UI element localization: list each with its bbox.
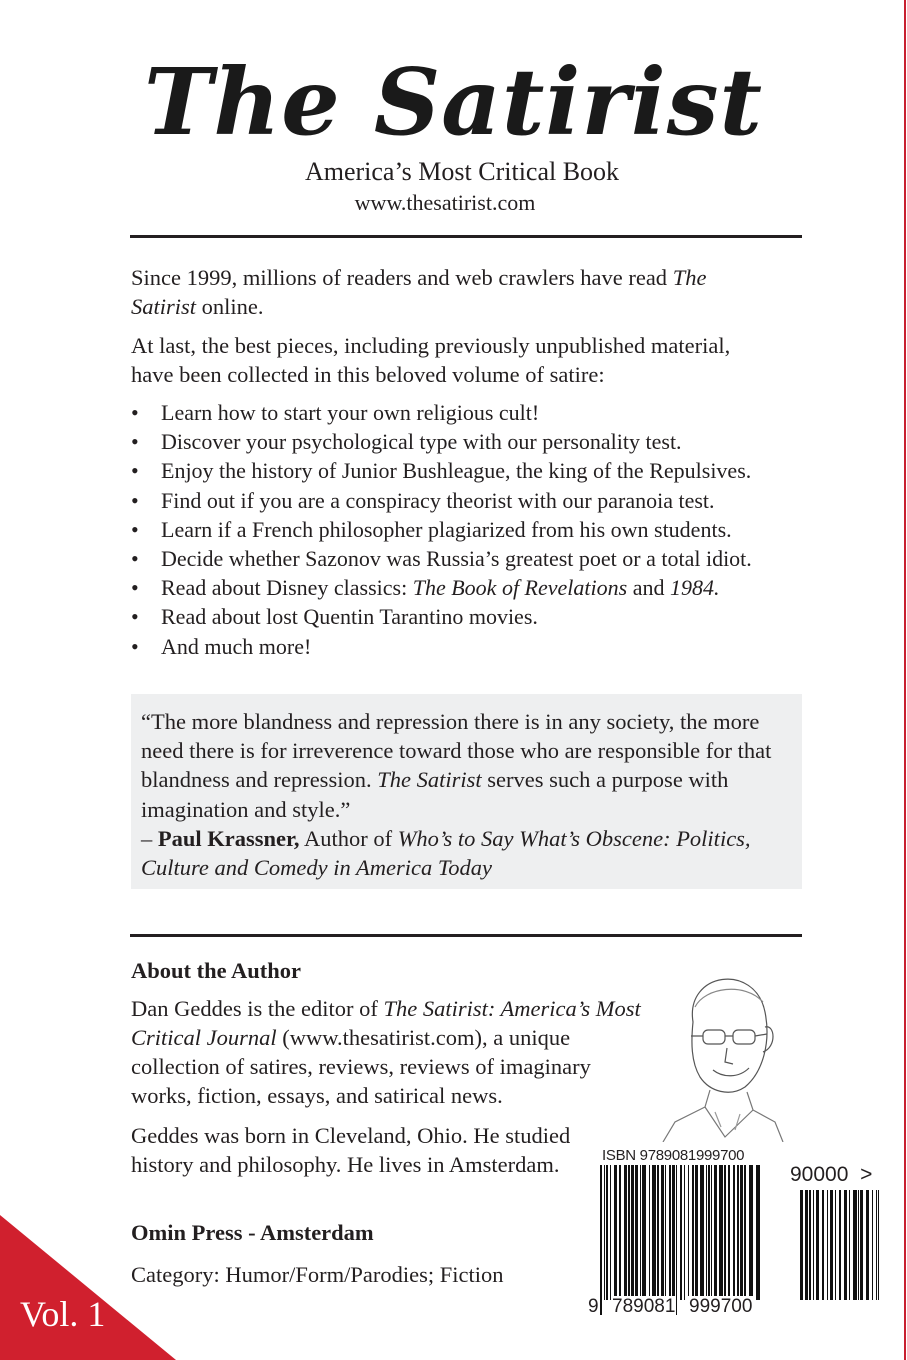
list-item: [131, 544, 811, 573]
item-text: and: [627, 575, 670, 601]
about-paragraph-1: [131, 994, 651, 1110]
barcode-bar: [813, 1190, 814, 1300]
volume-label: Vol. 1: [20, 1294, 106, 1334]
publisher: Omin Press - Amsterdam: [131, 1220, 374, 1245]
bullet: •: [131, 516, 139, 542]
category: Category: Humor/Form/Parodies; Fiction: [131, 1262, 504, 1287]
intro-paragraph-2: At last, the best pieces, including previously unpublished material, have been collected in this beloved volume of satire:: [131, 333, 731, 387]
list-item: [131, 456, 811, 485]
barcode-bar: [876, 1190, 877, 1300]
divider: [130, 934, 802, 937]
barcode-bar: [878, 1190, 879, 1300]
list-item: [131, 632, 811, 661]
edge-line: [904, 0, 906, 1360]
isbn-label: ISBN 9789081999700: [602, 1147, 745, 1164]
italic-title: The Satirist: [131, 265, 707, 319]
bullet: •: [131, 429, 139, 455]
list-item: [131, 427, 811, 456]
text: Since 1999, millions of readers and web crawlers have read: [131, 265, 673, 290]
italic-title: 1984.: [669, 575, 720, 601]
book-subtitle: America’s Most Critical Book: [304, 157, 620, 186]
barcode-bar: [844, 1190, 847, 1300]
testimonial-quote: [131, 694, 802, 889]
list-item: [131, 602, 811, 631]
bullet: •: [131, 458, 139, 484]
list-item: [131, 486, 811, 515]
barcode-bar: [860, 1190, 863, 1300]
bullet: •: [131, 633, 139, 659]
text: (www.thesatirist.com), a unique collection of satires, reviews, reviews of imaginary works, fiction, essays, and satirical news.: [131, 1025, 591, 1108]
bullet: •: [131, 604, 139, 630]
bullet: •: [131, 546, 139, 572]
list-item: [131, 398, 811, 427]
quote-text: “The more blandness and repression there is in any society, the more need there is for irreverence toward those who are responsible for that blandness and repression.: [141, 709, 772, 793]
book-title: The Satirist: [143, 48, 764, 156]
red-corner-triangle: [0, 1215, 176, 1360]
barcode-bar: [816, 1190, 819, 1300]
barcode-bar: [835, 1190, 836, 1300]
italic-title: The Satirist: America’s Most Critical Journal: [131, 996, 641, 1050]
item-text: Read about Disney classics:: [161, 575, 413, 601]
item-text: Find out if you are a conspiracy theorist with our paranoia test.: [161, 487, 715, 513]
barcode-digits-left: 789081: [612, 1296, 676, 1317]
dash: –: [141, 825, 158, 851]
intro-paragraph-1: [131, 263, 751, 321]
list-item: [131, 573, 811, 602]
quoted-book-title: Who’s to Say What’s Obscene: Politics, Culture and Comedy in America Today: [141, 825, 751, 881]
price-code: [790, 1163, 872, 1187]
author-role: Author of: [299, 825, 398, 851]
arrow-symbol: >: [860, 1163, 873, 1186]
bullet: •: [131, 400, 139, 425]
text: Dan Geddes is the editor of: [131, 996, 384, 1021]
text: online.: [196, 294, 264, 319]
price-digits: 90000: [790, 1163, 849, 1186]
barcode-bar: [830, 1190, 833, 1300]
barcode-bar: [872, 1190, 873, 1300]
item-text: Learn if a French philosopher plagiarized from his own students.: [161, 516, 732, 542]
item-text: And much more!: [161, 633, 312, 659]
about-paragraph-2: Geddes was born in Cleveland, Ohio. He studied history and philosophy. He lives in Amsterdam.: [131, 1123, 571, 1177]
barcode-bar: [827, 1190, 828, 1300]
barcode-bar: [839, 1190, 841, 1300]
item-text: Read about lost Quentin Tarantino movies.: [161, 604, 538, 630]
item-text: Decide whether Sazonov was Russia’s greatest poet or a total idiot.: [161, 546, 752, 572]
divider: [130, 235, 802, 238]
italic-title: The Book of Revelations: [412, 575, 628, 601]
website-url: www.thesatirist.com: [354, 190, 536, 215]
author-portrait: [655, 952, 785, 1142]
list-item: [131, 515, 811, 544]
italic-title: The Satirist: [377, 767, 482, 793]
barcode-bar: [853, 1190, 857, 1300]
quote-text: serves such a purpose with imagination and style.”: [141, 767, 729, 822]
barcode-bar: [858, 1190, 859, 1300]
about-heading: About the Author: [131, 958, 302, 983]
bullet: •: [131, 575, 139, 601]
barcode-digits-right: 999700: [689, 1296, 753, 1317]
barcode-bar: [849, 1190, 850, 1300]
barcode-bar: [866, 1190, 869, 1300]
barcode-bar: [822, 1190, 824, 1300]
feature-list: [131, 398, 811, 661]
item-text: Enjoy the history of Junior Bushleague, the king of the Repulsives.: [161, 458, 752, 484]
item-text: Learn how to start your own religious cult!: [161, 400, 540, 425]
bullet: •: [131, 487, 139, 513]
item-text: Discover your psychological type with our personality test.: [161, 429, 682, 455]
barcode-digit-first: 9: [588, 1296, 599, 1317]
quote-author: Paul Krassner,: [157, 825, 300, 851]
